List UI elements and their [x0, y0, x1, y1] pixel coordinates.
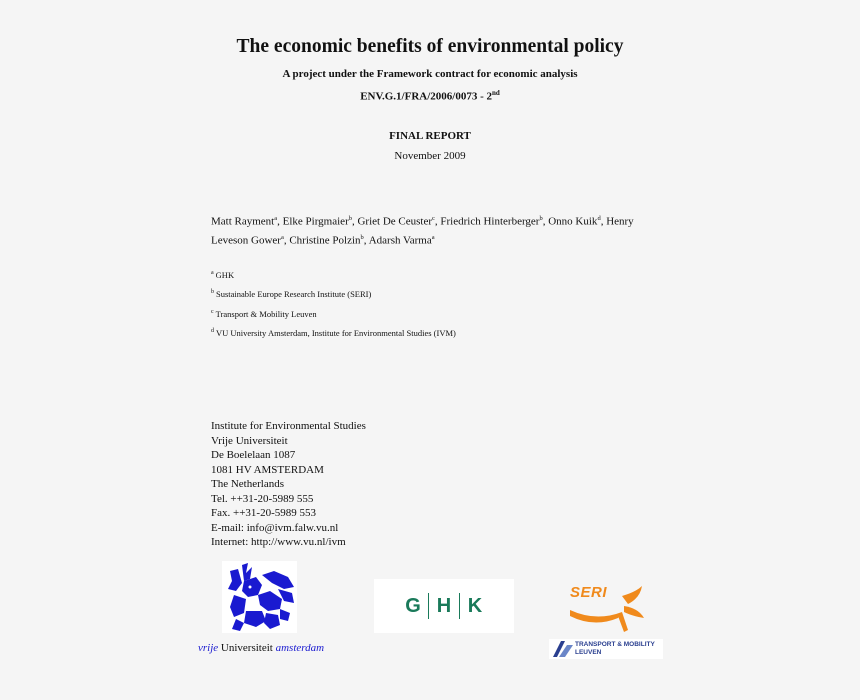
seri-logo	[566, 582, 648, 634]
address-line: Fax. ++31-20-5989 553	[211, 507, 316, 519]
document-subtitle: A project under the Framework contract for economic analysis	[282, 68, 578, 80]
document-title: The economic benefits of environmental policy	[236, 36, 624, 57]
contract-code-sup: nd	[492, 89, 500, 97]
vu-caption-part: amsterdam	[275, 642, 325, 654]
author: Griet De Ceuster	[357, 215, 433, 228]
author-fragment: Henry	[606, 215, 634, 228]
affiliation-sup: a	[211, 270, 214, 276]
address-line: 1081 HV AMSTERDAM	[211, 463, 324, 476]
author: Christine Polzin	[289, 234, 361, 247]
affiliation-item	[211, 265, 456, 284]
author: Elke Pirgmaier	[282, 215, 349, 228]
author-sup: c	[432, 215, 435, 222]
affiliation-text: Transport & Mobility Leuven	[215, 308, 317, 319]
author-sup: b	[539, 215, 543, 222]
ghk-letter: G	[405, 594, 421, 617]
affiliation-item	[211, 284, 456, 303]
address-line: Tel. ++31-20-5989 555	[211, 492, 314, 505]
report-date: November 2009	[394, 150, 466, 162]
author-sup: a	[280, 233, 284, 241]
author-line-1: Matt Rayment$^a$, Elke Pirgmaier$^b$, Griet De Ceuster$^c$, Friedrich Hinterberger$^b$, Onno Kuik$^d$, Henry	[211, 215, 634, 228]
address-line: Institute for Environmental Studies	[211, 420, 366, 432]
vu-caption	[198, 642, 324, 654]
tml-line: LEUVEN	[575, 648, 602, 656]
ghk-letter: K	[467, 594, 483, 617]
author-sup: a	[274, 215, 278, 222]
tml-line: TRANSPORT & MOBILITY	[575, 641, 655, 648]
author-sup: a	[431, 233, 435, 241]
affiliation-item	[211, 323, 456, 342]
author: Friedrich Hinterberger	[440, 215, 540, 228]
affiliation-sup: b	[211, 289, 214, 296]
author-sup: b	[360, 233, 364, 241]
author-line-2: Leveson Gower$^a$, Christine Polzin$^b$, Adarsh Varma$^a$	[211, 233, 435, 247]
ghk-logo	[374, 579, 514, 633]
affiliation-text: GHK	[215, 269, 235, 280]
report-label: FINAL REPORT	[389, 130, 471, 142]
author-list	[211, 211, 661, 248]
griffin-logo-icon	[222, 561, 297, 633]
address-line: De Boelelaan 1087	[211, 449, 296, 461]
tml-text	[575, 641, 655, 656]
author: Onno Kuik	[548, 215, 598, 228]
address-line: Vrije Universiteit	[211, 434, 288, 447]
contact-address	[211, 419, 366, 550]
affiliation-item	[211, 304, 456, 323]
author-sup: b	[348, 215, 352, 222]
author-sup: d	[597, 215, 601, 222]
vu-logo	[222, 561, 297, 633]
author: Matt Rayment	[211, 215, 275, 228]
tml-logo	[549, 639, 663, 659]
email-line: E-mail: info@ivm.falw.vu.nl	[211, 521, 339, 534]
vu-caption-part: Universiteit	[220, 642, 273, 654]
internet-line: Internet: http://www.vu.nl/ivm	[211, 536, 346, 548]
affiliation-sup: d	[211, 328, 214, 335]
affiliation-text: VU University Amsterdam, Institute for Environmental Studies (IVM)	[216, 328, 456, 339]
vu-caption-part: vrije	[198, 642, 219, 654]
ghk-letter: H	[436, 594, 452, 617]
seri-text: SERI	[570, 584, 608, 601]
affiliation-text: Sustainable Europe Research Institute (SERI)	[216, 289, 372, 300]
affiliation-sup: c	[211, 308, 214, 315]
tml-mark-icon	[551, 639, 575, 659]
author: Adarsh Varma	[368, 234, 432, 247]
contract-code	[0, 89, 860, 103]
author: Leveson Gower	[211, 234, 281, 247]
address-line: The Netherlands	[211, 478, 284, 490]
affiliation-list	[211, 265, 456, 343]
contract-code-text: ENV.G.1/FRA/2006/0073 - 2	[360, 90, 492, 103]
